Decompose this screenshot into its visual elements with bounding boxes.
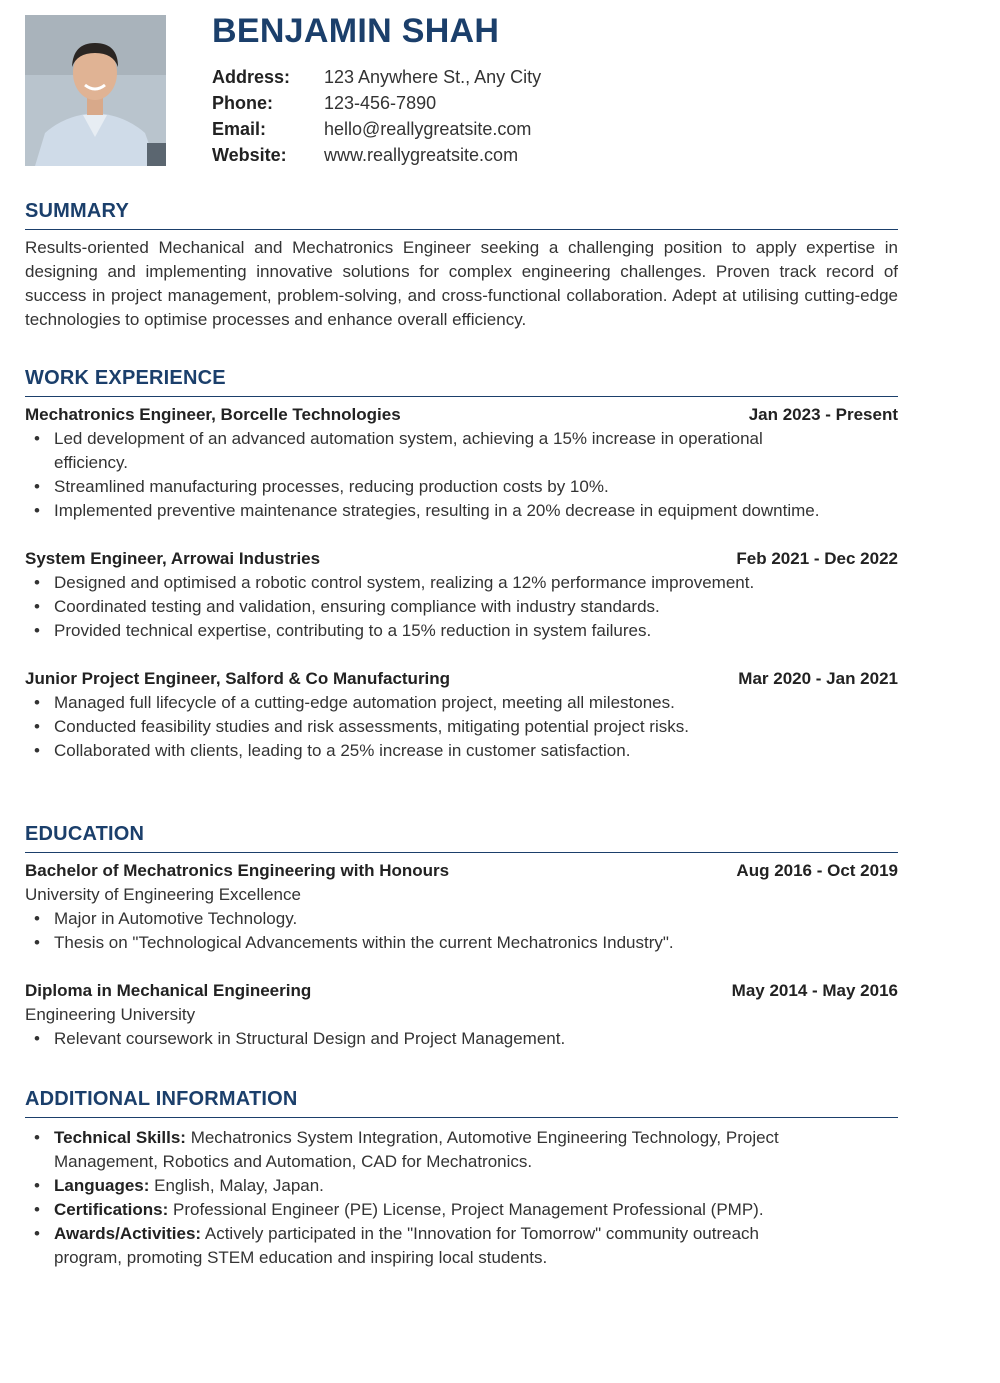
item-label: Languages: <box>54 1176 150 1195</box>
candidate-name: BENJAMIN SHAH <box>212 12 500 50</box>
section-heading: SUMMARY <box>25 200 898 230</box>
job-dates: Mar 2020 - Jan 2021 <box>738 669 898 688</box>
contact-value: www.reallygreatsite.com <box>324 145 519 165</box>
contact-value: hello@reallygreatsite.com <box>324 119 532 139</box>
item-label: Technical Skills: <box>54 1128 186 1147</box>
list-item: • Managed full lifecycle of a cutting-edge automation project, meeting all milestones. <box>25 691 898 715</box>
contact-info <box>212 67 541 171</box>
list-item: • Led development of an advanced automation system, achieving a 15% increase in operational efficiency. <box>25 427 898 475</box>
item-label: Awards/Activities: <box>54 1224 202 1243</box>
item-text: English, Malay, Japan. <box>149 1176 324 1195</box>
degree-title: Bachelor of Mechatronics Engineering with Honours <box>25 861 450 880</box>
list-item <box>25 1126 898 1174</box>
education-entry <box>25 859 898 955</box>
list-item: • Major in Automotive Technology. <box>25 907 898 931</box>
item-text: Mechatronics System Integration, Automotive Engineering Technology, Project Management, Robotics and Automation, CAD for Mechatronics. <box>54 1128 779 1171</box>
education-entry <box>25 979 898 1051</box>
item-label: Certifications: <box>54 1200 169 1219</box>
list-item: • Implemented preventive maintenance strategies, resulting in a 20% decrease in equipment downtime. <box>25 499 898 523</box>
list-item <box>25 1174 898 1198</box>
list-item: • Designed and optimised a robotic control system, realizing a 12% performance improvement. <box>25 571 898 595</box>
summary-section <box>25 200 898 332</box>
summary-text: Results-oriented Mechanical and Mechatronics Engineer seeking a challenging position to apply expertise in designing and implementing innovative solutions for complex engineering challenges. Proven track record of success in project management, problem-solving, and cross-functional collaboration. Adept at utilising cutting-edge technologies to optimise processes and enhance overall efficiency. <box>25 238 898 329</box>
job-dates: Jan 2023 - Present <box>748 405 898 424</box>
job-dates: Feb 2021 - Dec 2022 <box>736 549 898 568</box>
profile-photo <box>25 15 166 166</box>
list-item: • Streamlined manufacturing processes, reducing production costs by 10%. <box>25 475 898 499</box>
section-heading: ADDITIONAL INFORMATION <box>25 1088 898 1118</box>
contact-value: 123-456-7890 <box>324 93 437 113</box>
additional-info-section <box>25 1088 898 1270</box>
school-name: Engineering University <box>25 1005 196 1024</box>
list-item: • Coordinated testing and validation, ensuring compliance with industry standards. <box>25 595 898 619</box>
job-title: System Engineer, Arrowai Industries <box>25 549 321 568</box>
degree-title: Diploma in Mechanical Engineering <box>25 981 312 1000</box>
contact-value: 123 Anywhere St., Any City <box>324 67 542 87</box>
education-dates: Aug 2016 - Oct 2019 <box>736 861 898 880</box>
list-item: • Thesis on "Technological Advancements within the current Mechatronics Industry". <box>25 931 898 955</box>
job-title: Mechatronics Engineer, Borcelle Technologies <box>25 405 401 424</box>
list-item: • Conducted feasibility studies and risk assessments, mitigating potential project risks. <box>25 715 898 739</box>
school-name: University of Engineering Excellence <box>25 885 301 904</box>
contact-email <box>212 119 541 145</box>
section-heading: EDUCATION <box>25 823 898 853</box>
work-experience-section <box>25 367 898 787</box>
list-item: • Collaborated with clients, leading to a 25% increase in customer satisfaction. <box>25 739 898 763</box>
list-item <box>25 1198 898 1222</box>
item-text: Actively participated in the "Innovation for Tomorrow" community outreach program, promoting STEM education and inspiring local students. <box>54 1224 759 1267</box>
list-item: • Provided technical expertise, contributing to a 15% reduction in system failures. <box>25 619 898 643</box>
contact-label: Website: <box>212 145 287 165</box>
job-entry <box>25 547 898 643</box>
list-item: • Relevant coursework in Structural Design and Project Management. <box>25 1027 898 1051</box>
job-entry <box>25 667 898 763</box>
person-portrait-icon <box>25 15 166 166</box>
item-text: Professional Engineer (PE) License, Project Management Professional (PMP). <box>168 1200 764 1219</box>
contact-label: Phone: <box>212 93 273 113</box>
contact-label: Email: <box>212 119 267 139</box>
contact-website <box>212 145 541 171</box>
section-heading: WORK EXPERIENCE <box>25 367 898 397</box>
contact-phone <box>212 93 541 119</box>
list-item <box>25 1222 898 1270</box>
contact-label: Address: <box>212 67 291 87</box>
job-entry <box>25 403 898 523</box>
education-section <box>25 823 898 1075</box>
job-title: Junior Project Engineer, Salford & Co Manufacturing <box>25 669 451 688</box>
contact-address <box>212 67 541 93</box>
education-dates: May 2014 - May 2016 <box>731 981 898 1000</box>
